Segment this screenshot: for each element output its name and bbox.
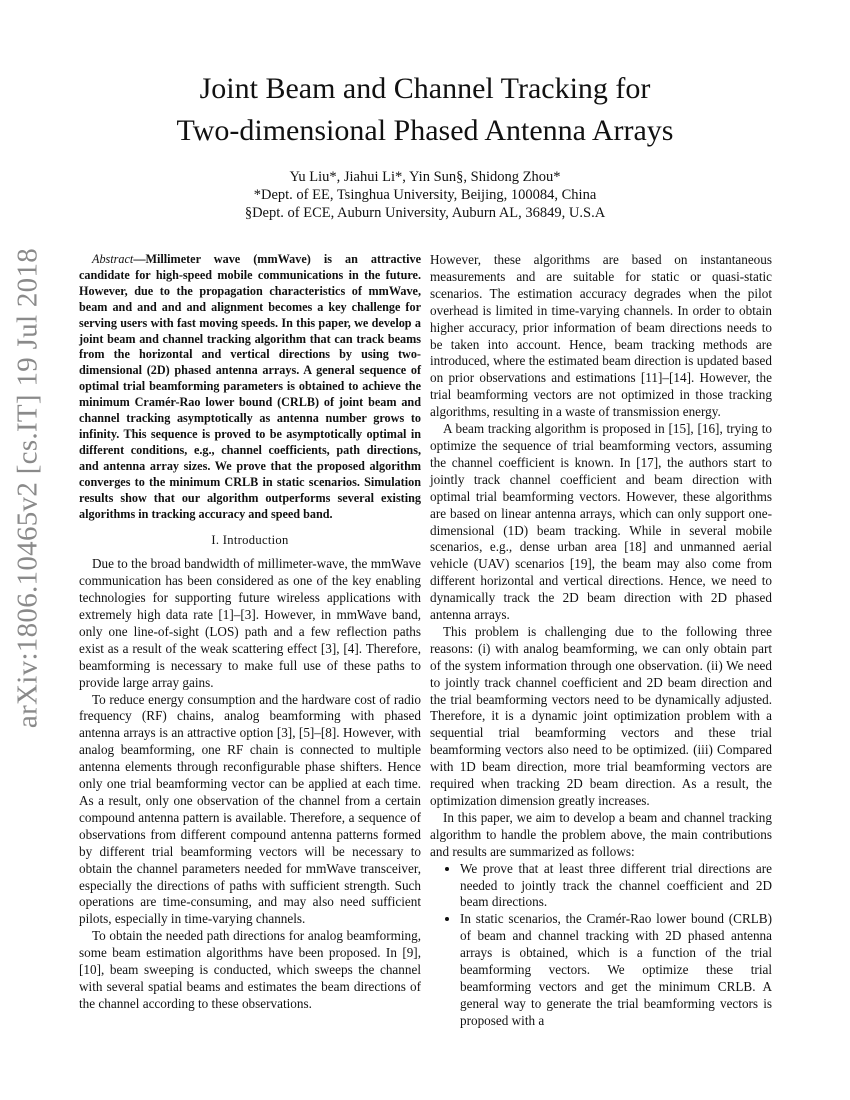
affiliation-1: *Dept. of EE, Tsinghua University, Beijing, 100084, China bbox=[253, 187, 597, 203]
abstract-label: Abstract bbox=[92, 252, 134, 266]
arxiv-identifier-stamp: arXiv:1806.10465v2 [cs.IT] 19 Jul 2018 bbox=[11, 247, 44, 729]
paragraph: A beam tracking algorithm is proposed in [15], [16], trying to optimize the sequence of trial beamforming vectors, assuming the channel coefficient is known. In [17], the authors start to jointly track channel coefficient and beam direction with optimal trial beamforming vectors. However, these algorithms are based on linear antenna arrays, which can only support one-dimensional (1D) beam tracking. While in several mobile scenarios, e.g., dense urban area [18] and unmanned aerial vehicle (UAV) scenarios [19], the beam may also come from different horizontal and vertical directions. Hence, we need to dynamically track the 2D beam direction with 2D phased antenna arrays. bbox=[430, 421, 772, 623]
affiliation-2: §Dept. of ECE, Auburn University, Auburn AL, 36849, U.S.A bbox=[244, 205, 606, 221]
right-column bbox=[430, 252, 772, 1030]
paragraph: This problem is challenging due to the following three reasons: (i) with analog beamforming, we can only obtain part of the system information through one observation. (ii) We need to jointly track channel coefficient and 2D beam direction and the trial beamforming vectors need to be dynamically adjusted. Therefore, it is a dynamic joint optimization problem with a sequential trial beamforming vectors and these trial beamforming vectors also need to be optimized. (iii) Compared with 1D beam direction, more trial beamforming vectors are required when tracking 2D beam direction. As a result, the optimization dimension greatly increases. bbox=[430, 623, 772, 808]
list-item: • We prove that at least three different trial directions are needed to jointly track the channel coefficient and 2D beam directions. bbox=[460, 861, 772, 912]
paper-title bbox=[0, 68, 850, 152]
author-block bbox=[0, 168, 850, 222]
title-line-2: Two-dimensional Phased Antenna Arrays bbox=[176, 114, 674, 147]
paragraph: In this paper, we aim to develop a beam and channel tracking algorithm to handle the problem above, the main contributions and results are summarized as follows: bbox=[430, 809, 772, 859]
section-heading-introduction: I. Introduction bbox=[211, 533, 289, 548]
contributions-list bbox=[430, 861, 772, 1030]
paragraph: Due to the broad bandwidth of millimeter-wave, the mmWave communication has been considered as one of the key enabling technologies for supporting future wireless applications with extremely high data rate [1]–[3]. However, in mmWave band, only one line-of-sight (LOS) path and a few reflection paths exist as a result of the weak scattering effect [3], [4]. Therefore, beamforming is necessary to make full use of these paths to provide large array gains. bbox=[79, 556, 421, 690]
abstract-text: —Millimeter wave (mmWave) is an attractive candidate for high-speed mobile communications in the future. However, due to the propagation characteristics of mmWave, beam and and and and alignment becomes a key challenge for serving users with fast moving speeds. In this paper, we develop a joint beam and channel tracking algorithm that can track beams from the horizontal and vertical directions by using two-dimensional (2D) phased antenna arrays. A general sequence of optimal trial beamforming parameters is obtained to achieve the minimum Cramér-Rao lower bound (CRLB) of joint beam and channel tracking asymptotically as antenna number grows to infinity. This sequence is proved to be asymptotically optimal in different conditions, e.g., channel coefficients, path directions, and antenna array sizes. We prove that the proposed algorithm converges to the minimum CRLB in static scenarios. Simulation results show that our algorithm outperforms several existing algorithms in tracking accuracy and speed band. bbox=[79, 252, 421, 521]
paragraph: However, these algorithms are based on instantaneous measurements and are suitable for static or quasi-static scenarios. The estimation accuracy degrades when the pilot overhead is limited in time-varying channels. In order to obtain higher accuracy, prior information of beam directions needs to be taken into account. Hence, beam tracking methods are introduced, where the estimated beam direction is updated based on prior observations and estimations [11]–[14]. However, the trial beamforming vectors are not optimized in those tracking algorithms, resulting in a waste of transmission energy. bbox=[430, 252, 772, 420]
paragraph: To reduce energy consumption and the hardware cost of radio frequency (RF) chains, analog beamforming with phased antenna arrays is an attractive option [3], [5]–[8]. However, with analog beamforming, one RF chain is connected to multiple antenna elements through reconfigurable phase shifters. Hence only one trial beamforming vector can be applied at each time. As a result, only one observation of the channel from a certain compound antenna pattern is available. Therefore, a sequence of observations from different compound antenna patterns formed by different trial beamforming vectors will be necessary to obtain the channel parameters needed for mmWave transceiver, especially the directions of paths with sufficient strength. Such operations are time-consuming, and may also need sufficient pilots, especially in time-varying channels. bbox=[79, 691, 421, 927]
list-item: • In static scenarios, the Cramér-Rao lower bound (CRLB) of beam and channel tracking with 2D phased antenna arrays is obtained, which is a function of the trial beamforming vectors. We optimize these trial beamforming vectors and get the minimum CRLB. A general way to generate the trial beamforming vectors is proposed with a bbox=[460, 911, 772, 1029]
author-names: Yu Liu*, Jiahui Li*, Yin Sun§, Shidong Zhou* bbox=[289, 169, 561, 185]
abstract bbox=[79, 252, 421, 522]
paragraph: To obtain the needed path directions for analog beamforming, some beam estimation algorithms have been proposed. In [9], [10], beam sweeping is conducted, which sweeps the channel with several spatial beams and estimates the beam directions of the channel according to these observations. bbox=[79, 928, 421, 1011]
left-column bbox=[79, 252, 421, 1013]
title-line-1: Joint Beam and Channel Tracking for bbox=[199, 72, 651, 105]
